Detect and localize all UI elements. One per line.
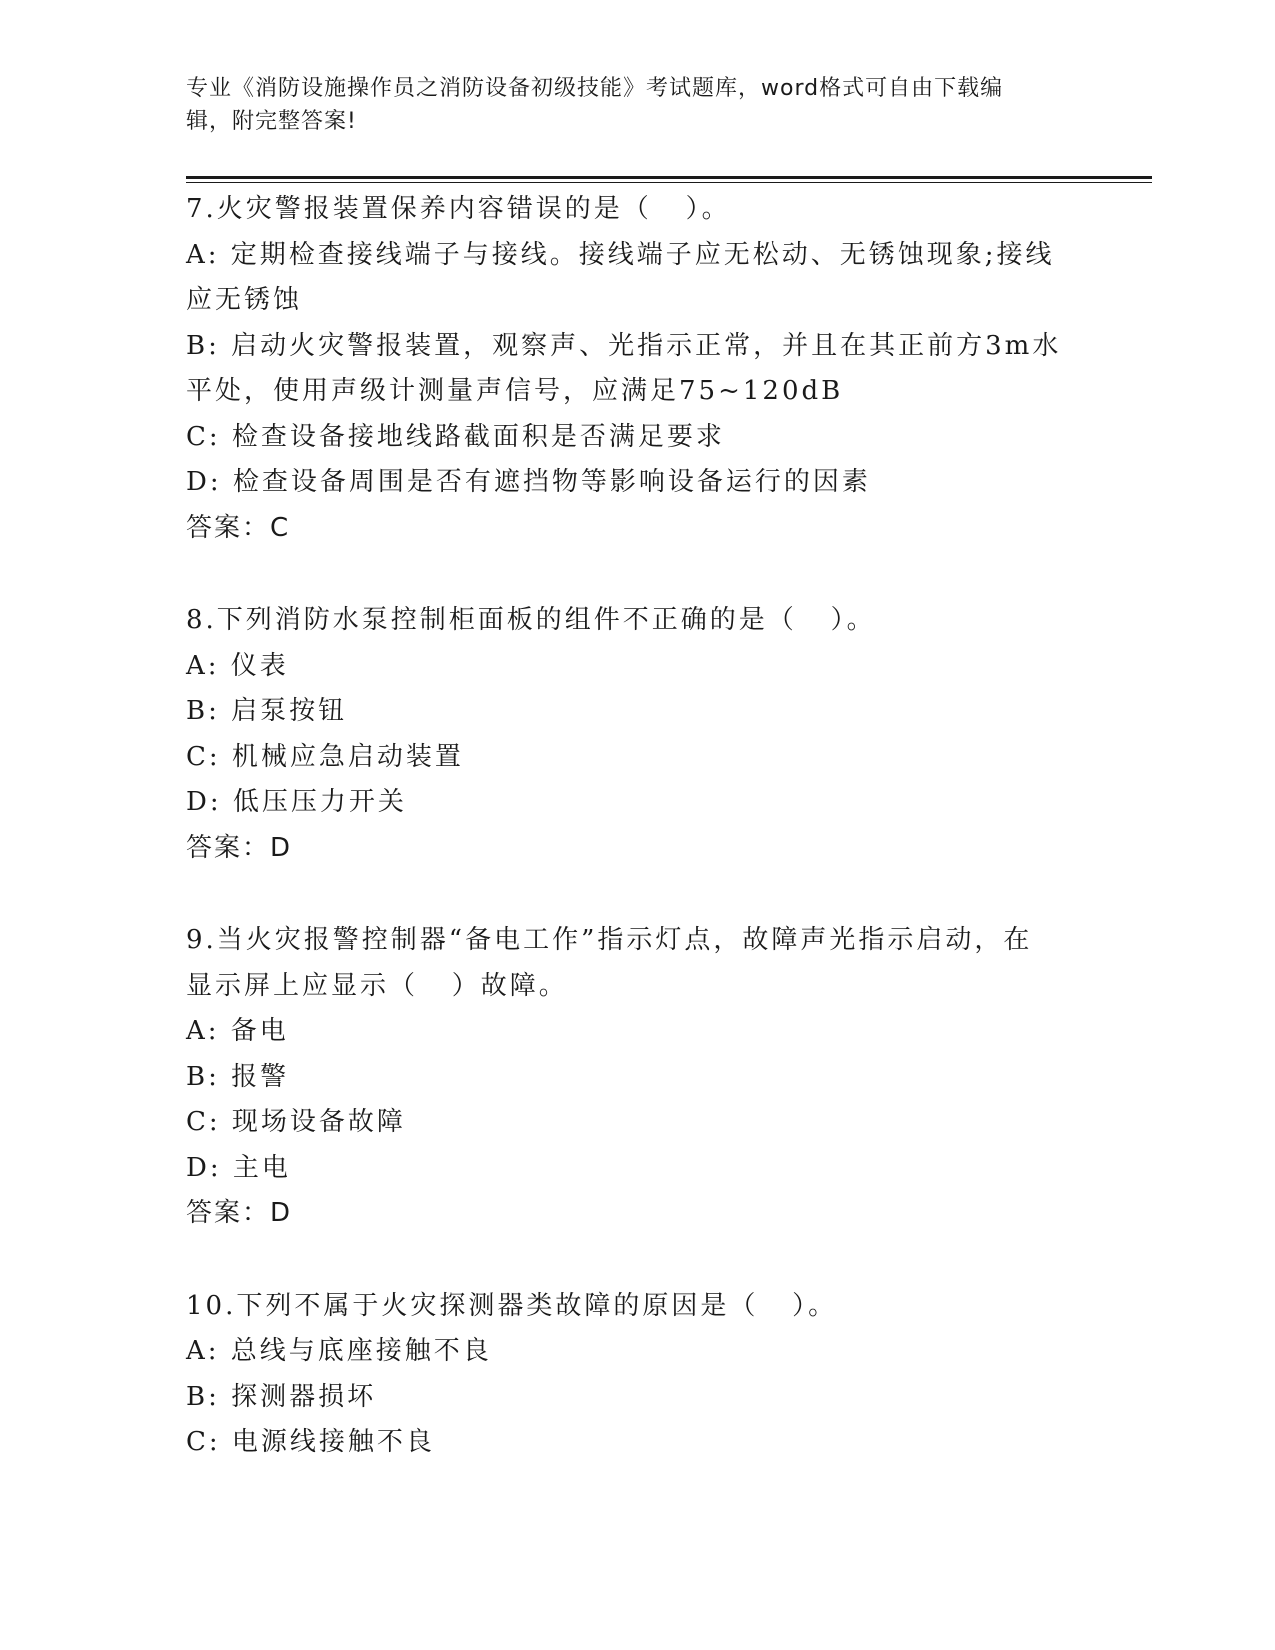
answer-option: B: 启动火灾警报装置，观察声、光指示正常，并且在其正前方3m水 [186, 330, 1062, 361]
answer-option: A: 总线与底座接触不良 [186, 1336, 492, 1366]
question-block [186, 598, 1066, 871]
question-stem: 8.下列消防水泵控制柜面板的组件不正确的是（ ）。 [186, 605, 876, 635]
document-header [186, 72, 1066, 138]
question-spacer [186, 1237, 1066, 1284]
answer-option: C: 现场设备故障 [186, 1107, 406, 1137]
question-spacer [186, 551, 1066, 598]
answer-option: 应无锈蚀 [186, 285, 303, 315]
question-spacer [186, 871, 1066, 918]
question-stem: 7.火灾警报装置保养内容错误的是（ ）。 [186, 194, 731, 224]
answer-key: 答案：D [186, 832, 293, 863]
header-rule-thick [186, 176, 1152, 179]
question-block [186, 918, 1066, 1237]
answer-option: A: 定期检查接线端子与接线。接线端子应无松动、无锈蚀现象;接线 [186, 239, 1055, 270]
question-block [186, 187, 1066, 551]
answer-option: 平处，使用声级计测量声信号，应满足75~120dB [186, 376, 844, 406]
answer-key: 答案：C [186, 512, 291, 543]
question-stem: 10.下列不属于火灾探测器类故障的原因是（ ）。 [186, 1290, 838, 1321]
answer-option: D: 低压压力开关 [186, 787, 407, 817]
answer-key: 答案：D [186, 1198, 293, 1228]
answer-option: C: 机械应急启动装置 [186, 741, 464, 772]
answer-option: C: 检查设备接地线路截面积是否满足要求 [186, 421, 725, 452]
answer-option: C: 电源线接触不良 [186, 1427, 435, 1457]
answer-option: A: 备电 [186, 1016, 289, 1046]
header-line-2: 辑，附完整答案! [186, 109, 357, 134]
answer-option: A: 仪表 [186, 650, 289, 681]
answer-option: B: 启泵按钮 [186, 696, 348, 726]
answer-option: B: 报警 [186, 1061, 290, 1092]
header-rule-thin [186, 182, 1152, 183]
answer-option: B: 探测器损坏 [186, 1381, 377, 1412]
answer-option: D: 主电 [186, 1152, 291, 1183]
answer-option: D: 检查设备周围是否有遮挡物等影响设备运行的因素 [186, 467, 871, 497]
question-list [186, 187, 1066, 1466]
question-stem: 显示屏上应显示（ ）故障。 [186, 970, 568, 1001]
question-block [186, 1284, 1066, 1466]
question-stem: 9.当火灾报警控制器“备电工作”指示灯点，故障声光指示启动，在 [186, 925, 1033, 955]
header-line-1: 专业《消防设施操作员之消防设备初级技能》考试题库，word格式可自由下载编 [186, 76, 1004, 101]
